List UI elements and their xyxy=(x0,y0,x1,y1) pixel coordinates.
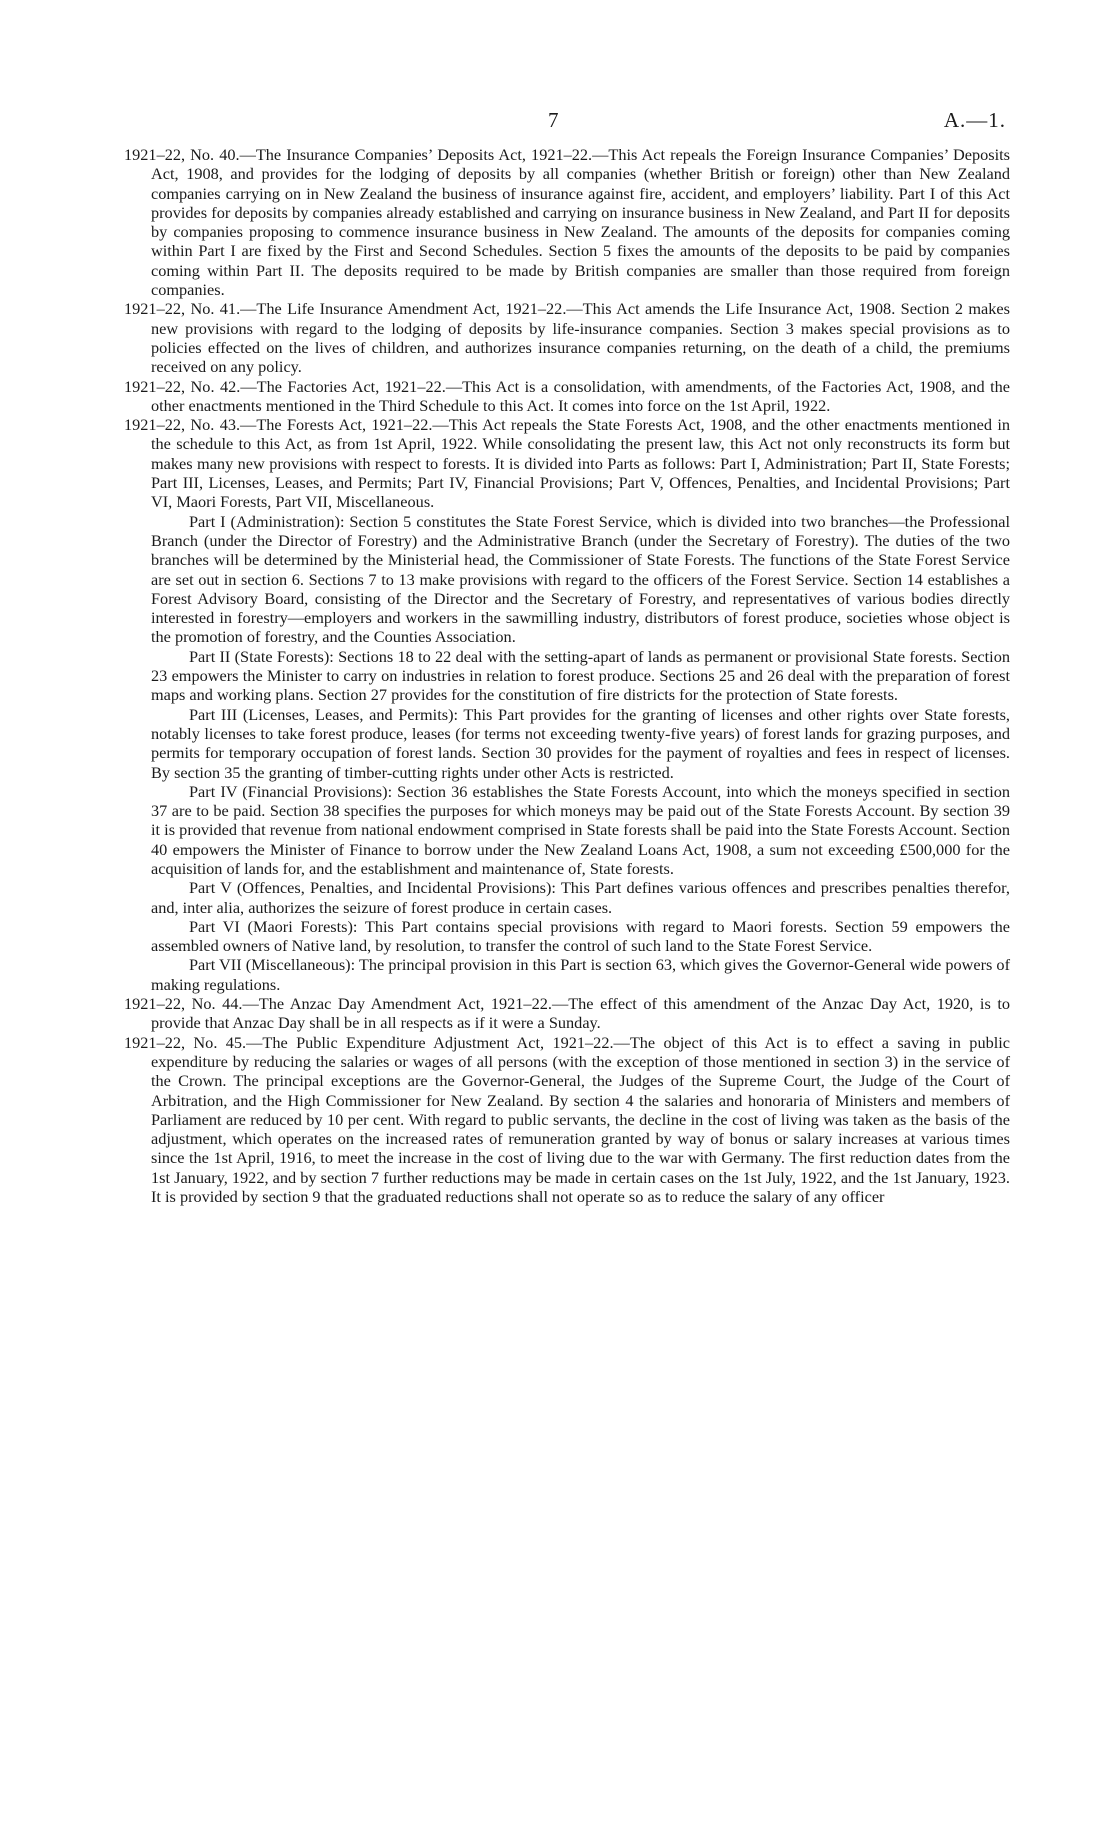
act-heading: 1921–22, No. 40.—The Insurance Companies’ Deposits Act, 1921–22. xyxy=(124,145,593,164)
act-entry-no-45 xyxy=(124,1033,1010,1207)
act-heading: 1921–22, No. 41.—The Life Insurance Amendment Act, 1921–22. xyxy=(124,299,567,319)
page-number: 7 xyxy=(548,108,559,132)
act-summary: —This Act amends the Life Insurance Act, 1908. Section 2 makes new provisions with regard to the lodging of deposits by life-insurance companies. Section 3 makes special provisions as to policies effected on the lives of children, and authorizes insurance companies returning, on the death of a child, the premiums received on any policy. xyxy=(151,299,1010,377)
forests-part-i: Part I (Administration): Section 5 constitutes the State Forest Service, which is divided into two branches—the Professional Branch (under the Director of Forestry) and the Administrative Branch (under the Secretary of Forestry). The duties of the two branches will be determined by the Ministerial head, the Commissioner of State Forests. The functions of the State Forest Service are set out in section 6. Sections 7 to 13 make provisions with regard to the officers of the Forest Service. Section 14 establishes a Forest Advisory Board, consisting of the Director and the Secretary of Forestry, and representatives of various bodies directly interested in forestry—employers and workers in the sawmilling industry, distributors of forest produce, societies whose object is the promotion of forestry, and the Counties Association. xyxy=(151,511,1010,647)
act-summary: —This Act is a consolidation, with amendments, of the Factories Act, 1908, and the other enactments mentioned in the Third Schedule to this Act. It comes into force on the 1st April, 1922. xyxy=(151,376,1010,415)
act-entry-no-40 xyxy=(124,145,1010,299)
act-heading: 1921–22, No. 43.—The Forests Act, 1921–22. xyxy=(124,415,433,435)
page-header xyxy=(0,108,1114,138)
act-heading: 1921–22, No. 42.—The Factories Act, 1921–22. xyxy=(124,376,446,396)
page-reference: A.—1. xyxy=(943,108,1006,132)
forests-part-vii: Part VII (Miscellaneous): The principal provision in this Part is section 63, which gives the Governor-General wide powers of making regulations. xyxy=(151,955,1010,994)
act-summary: —The effect of this amendment of the Anzac Day Act, 1920, is to provide that Anzac Day shall be in all respects as if it were a Sunday. xyxy=(151,994,1010,1033)
forests-part-ii: Part II (State Forests): Sections 18 to 22 deal with the setting-apart of lands as permanent or provisional State forests. Section 23 empowers the Minister to carry on industries in relation to forest produce. Sections 25 and 26 deal with the preparation of forest maps and working plans. Section 27 provides for the constitution of fire districts for the protection of State forests. xyxy=(151,646,1010,705)
body-text xyxy=(124,145,1010,1206)
act-heading: 1921–22, No. 45.—The Public Expenditure Adjustment Act, 1921–22. xyxy=(124,1032,614,1052)
act-entry-no-42 xyxy=(124,377,1010,416)
act-entry-no-44 xyxy=(124,994,1010,1033)
forests-part-iii: Part III (Licenses, Leases, and Permits): This Part provides for the granting of licenses and other rights over State forests, notably licenses to take forest produce, leases (for terms not exceeding twenty-five years) of forest lands for grazing purposes, and permits for temporary occupation of forest lands. Section 30 provides for the payment of royalties and fees in respect of licenses. By section 35 the granting of timber-cutting rights under other Acts is restricted. xyxy=(151,704,1010,782)
act-entry-no-41 xyxy=(124,299,1010,376)
act-entry-no-43 xyxy=(124,415,1010,511)
forests-part-vi: Part VI (Maori Forests): This Part contains special provisions with regard to Maori forests. Section 59 empowers the assembled owners of Native land, by resolution, to transfer the control of such land to the State Forest Service. xyxy=(151,916,1010,956)
act-summary: —This Act repeals the State Forests Act, 1908, and the other enactments mentioned in the schedule to this Act, as from 1st April, 1922. While consolidating the present law, this Act not only reconstructs its form but makes many new provisions with respect to forests. It is divided into Parts as follows: Part I, Administration; Part II, State Forests; Part III, Licenses, Leases, and Permits; Part IV, Financial Provisions; Part V, Offences, Penalties, and Incidental Provisions; Part VI, Maori Forests, Part VII, Miscellaneous. xyxy=(151,415,1010,512)
act-heading: 1921–22, No. 44.—The Anzac Day Amendment Act, 1921–22. xyxy=(124,994,552,1014)
forests-part-iv: Part IV (Financial Provisions): Section 36 establishes the State Forests Account, into which the moneys specified in section 37 are to be paid. Section 38 specifies the purposes for which moneys may be paid out of the State Forests Account. By section 39 it is provided that revenue from national endowment comprised in State forests shall be paid into the State Forests Account. Section 40 empowers the Minister of Finance to borrow under the New Zealand Loans Act, 1908, a sum not exceeding £500,000 for the acquisition of lands for, and the establishment and maintenance of, State forests. xyxy=(151,781,1010,878)
forests-part-v: Part V (Offences, Penalties, and Incidental Provisions): This Part defines various offences and prescribes penalties therefor, and, inter alia, authorizes the seizure of forest produce in certain cases. xyxy=(151,878,1010,917)
act-summary: —The object of this Act is to effect a saving in public expenditure by reducing the salaries or wages of all persons (with the exception of those mentioned in section 3) in the service of the Crown. The principal exceptions are the Governor-General, the Judges of the Supreme Court, the Judge of the Court of Arbitration, and the High Commissioner for New Zealand. By section 4 the salaries and honoraria of Ministers and members of Parliament are reduced by 10 per cent. With regard to public servants, the decline in the cost of living was taken as the basis of the adjustment, which operates on the increased rates of remuneration granted by way of bonus or salary increases at various times since the 1st April, 1916, to meet the increase in the cost of living due to the war with Germany. The first reduction dates from the 1st January, 1922, and by section 7 further reductions may be made in certain cases on the 1st July, 1922, and the 1st January, 1923. It is provided by section 9 that the graduated reductions shall not operate so as to reduce the salary of any officer xyxy=(151,1032,1010,1207)
act-summary: —This Act repeals the Foreign Insurance Companies’ Deposits Act, 1908, and provides for the lodging of deposits by all companies (whether British or foreign) other than New Zealand companies carrying on in New Zealand the business of insurance against fire, accident, and employers’ liability. Part I of this Act provides for deposits by companies already established and carrying on insurance business in New Zealand, and Part II for deposits by companies proposing to commence insurance business in New Zealand. The amounts of the deposits for companies coming within Part I are fixed by the First and Second Schedules. Section 5 fixes the amounts of the deposits to be paid by companies coming within Part II. The deposits required to be made by British companies are smaller than those required from foreign companies. xyxy=(151,145,1011,300)
